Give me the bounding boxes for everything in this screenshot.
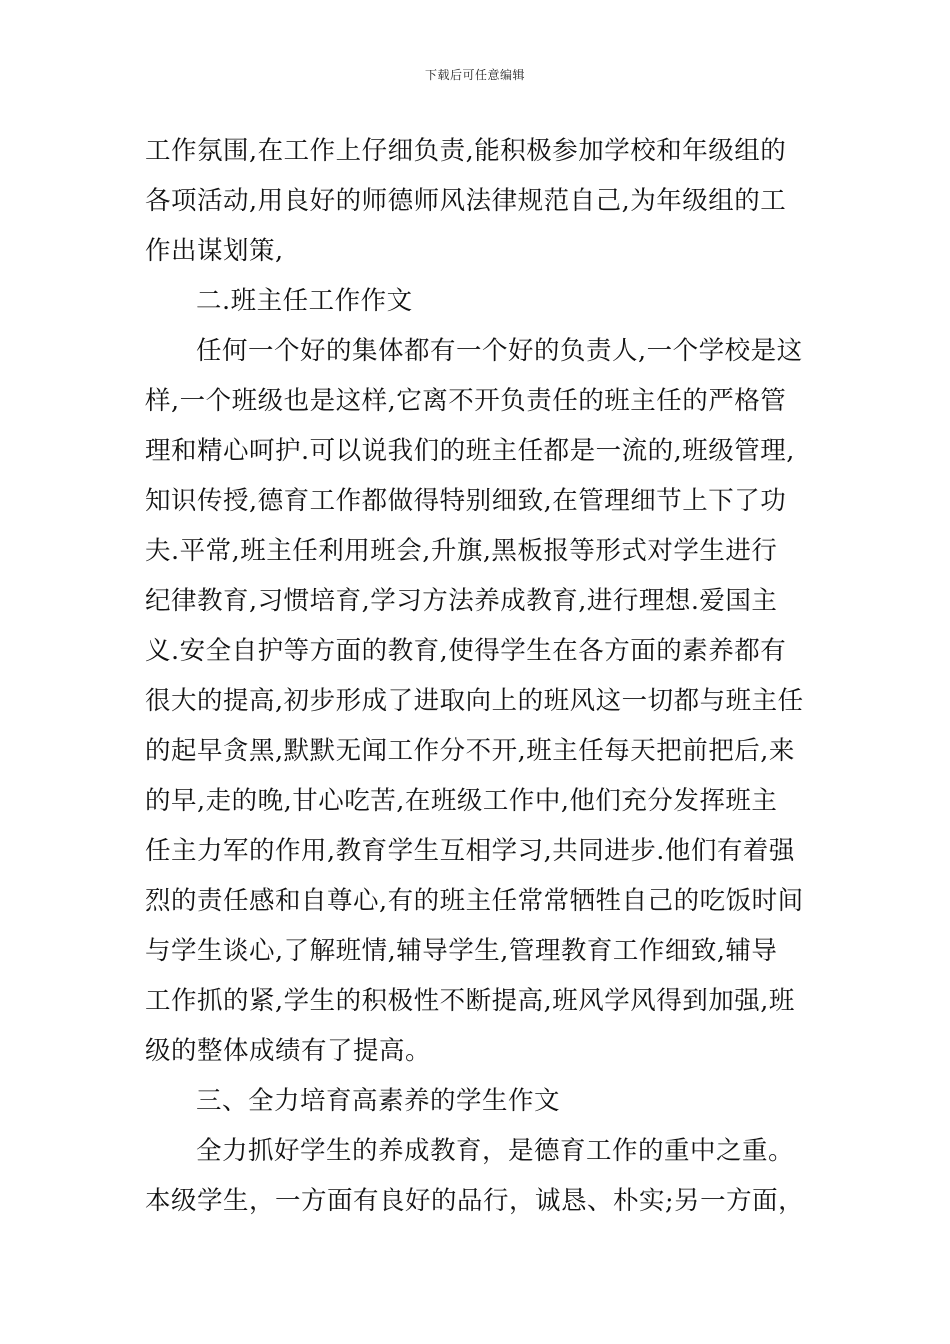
text-line: 任主力军的作用,教育学生互相学习,共同进步.他们有着强 bbox=[145, 836, 795, 866]
text-line: 全力抓好学生的养成教育，是德育工作的重中之重。 bbox=[196, 1136, 795, 1166]
text-line: 工作抓的紧,学生的积极性不断提高,班风学风得到加强,班 bbox=[145, 986, 795, 1016]
header-note: 下载后可任意编辑 bbox=[424, 68, 525, 82]
text-line: 任何一个好的集体都有一个好的负责人,一个学校是这 bbox=[196, 336, 803, 366]
text-line: 纪律教育,习惯培育,学习方法养成教育,进行理想.爱国主 bbox=[145, 586, 778, 616]
text-line: 知识传授,德育工作都做得特别细致,在管理细节上下了功 bbox=[145, 486, 787, 516]
text-line: 理和精心呵护.可以说我们的班主任都是一流的,班级管理, bbox=[145, 436, 795, 466]
text-line: 夫.平常,班主任利用班会,升旗,黑板报等形式对学生进行 bbox=[145, 536, 778, 566]
text-line: 工作氛围,在工作上仔细负责,能积极参加学校和年级组的 bbox=[145, 136, 787, 166]
text-line: 级的整体成绩有了提高。 bbox=[145, 1036, 432, 1066]
text-line: 很大的提高,初步形成了进取向上的班风这一切都与班主任 bbox=[145, 686, 804, 716]
section-heading: 三、全力培育高素养的学生作文 bbox=[196, 1086, 561, 1116]
section-heading: 二.班主任工作作文 bbox=[196, 286, 413, 316]
text-line: 的早,走的晚,甘心吃苦,在班级工作中,他们充分发挥班主 bbox=[145, 786, 778, 816]
text-line: 本级学生，一方面有良好的品行，诚恳、朴实;另一方面， bbox=[145, 1186, 805, 1216]
text-line: 样,一个班级也是这样,它离不开负责任的班主任的严格管 bbox=[145, 386, 787, 416]
text-line: 义.安全自护等方面的教育,使得学生在各方面的素养都有 bbox=[145, 636, 787, 666]
text-line: 作出谋划策, bbox=[145, 236, 284, 266]
text-line: 各项活动,用良好的师德师风法律规范自己,为年级组的工 bbox=[145, 186, 787, 216]
text-line: 的起早贪黑,默默无闻工作分不开,班主任每天把前把后,来 bbox=[145, 736, 795, 766]
text-line: 烈的责任感和自尊心,有的班主任常常牺牲自己的吃饭时间 bbox=[145, 886, 804, 916]
text-line: 与学生谈心,了解班情,辅导学生,管理教育工作细致,辅导 bbox=[145, 936, 778, 966]
